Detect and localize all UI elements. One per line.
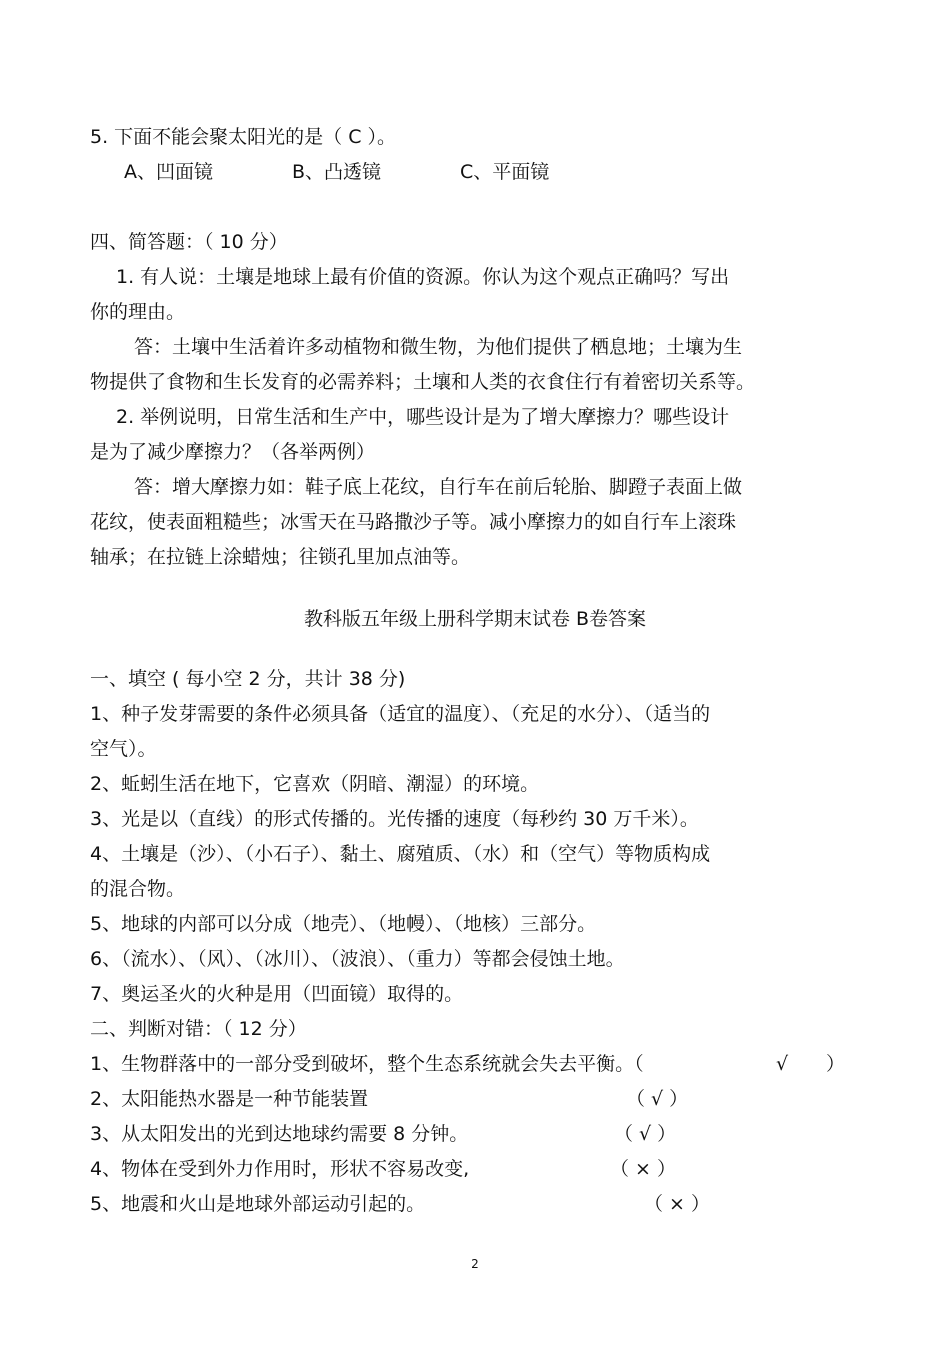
part-1-line: 1、种子发芽需要的条件必须具备（适宜的温度）、（充足的水分）、（适当的	[90, 703, 711, 725]
part-1-line: 3、光是以（直线）的形式传播的。光传播的速度（每秒约 30 万千米）。	[90, 808, 699, 830]
page-number: 2	[471, 1257, 479, 1271]
judgement-close: ）	[826, 1053, 846, 1075]
judgement-item-text: 1、生物群落中的一部分受到破坏，整个生态系统就会失去平衡。（	[90, 1053, 644, 1075]
judgement-mark: （ × ）	[644, 1193, 710, 1215]
judgement-item-text: 3、从太阳发出的光到达地球约需要 8 分钟。	[90, 1123, 469, 1145]
part-1-line: 5、地球的内部可以分成（地壳）、（地幔）、（地核）三部分。	[90, 913, 597, 935]
judgement-item-text: 4、物体在受到外力作用时，形状不容易改变,	[90, 1158, 470, 1180]
judgement-item-text: 5、地震和火山是地球外部运动引起的。	[90, 1193, 426, 1215]
judgement-mark: （ √ ）	[626, 1088, 689, 1110]
part-1-line: 7、奥运圣火的火种是用（凹面镜）取得的。	[90, 983, 464, 1005]
section-4-line: 物提供了食物和生长发育的必需养料；土壤和人类的衣食住行有着密切关系等。	[90, 371, 756, 393]
part-1-line: 6、（流水）、（风）、（冰川）、（波浪）、（重力）等都会侵蚀土地。	[90, 948, 625, 970]
part-1-line: 2、蚯蚓生活在地下，它喜欢（阴暗、潮湿）的环境。	[90, 773, 540, 795]
part-1-heading: 一、填空 ( 每小空 2 分，共计 38 分)	[90, 668, 406, 690]
answer-key-title: 教科版五年级上册科学期末试卷 B卷答案	[303, 608, 647, 630]
part-1-line: 的混合物。	[90, 878, 186, 900]
section-4-line: 轴承；在拉链上涂蜡烛；往锁孔里加点油等。	[90, 546, 471, 568]
section-4-line: 答：土壤中生活着许多动植物和微生物，为他们提供了栖息地；土壤为生	[134, 336, 743, 358]
section-4-line: 你的理由。	[90, 301, 186, 323]
part-1-line: 空气）。	[90, 738, 157, 760]
option-a: A、凹面镜	[124, 161, 213, 183]
section-4-line: 是为了减少摩擦力？（各举两例）	[90, 441, 376, 463]
part-1-line: 4、土壤是（沙）、（小石子）、黏土、腐殖质、（水）和（空气）等物质构成	[90, 843, 711, 865]
judgement-mark: （ × ）	[610, 1158, 676, 1180]
judgement-mark: （ √ ）	[614, 1123, 677, 1145]
judgement-mark: √	[776, 1053, 789, 1075]
section-4-line: 2. 举例说明，日常生活和生产中，哪些设计是为了增大摩擦力？哪些设计	[116, 406, 730, 428]
section-4-line: 答：增大摩擦力如：鞋子底上花纹，自行车在前后轮胎、脚蹬子表面上做	[134, 476, 743, 498]
section-4-line: 花纹，使表面粗糙些；冰雪天在马路撒沙子等。减小摩擦力的如自行车上滚珠	[90, 511, 737, 533]
question-5: 5. 下面不能会聚太阳光的是（ C ）。	[90, 126, 397, 148]
option-b: B、凸透镜	[292, 161, 382, 183]
judgement-item-text: 2、太阳能热水器是一种节能装置	[90, 1088, 369, 1110]
section-4-line: 1. 有人说：土壤是地球上最有价值的资源。你认为这个观点正确吗？写出	[116, 266, 730, 288]
part-2-heading: 二、判断对错：（ 12 分）	[90, 1018, 307, 1040]
section-4-heading: 四、简答题：（ 10 分）	[90, 231, 288, 253]
option-c: C、平面镜	[460, 161, 550, 183]
